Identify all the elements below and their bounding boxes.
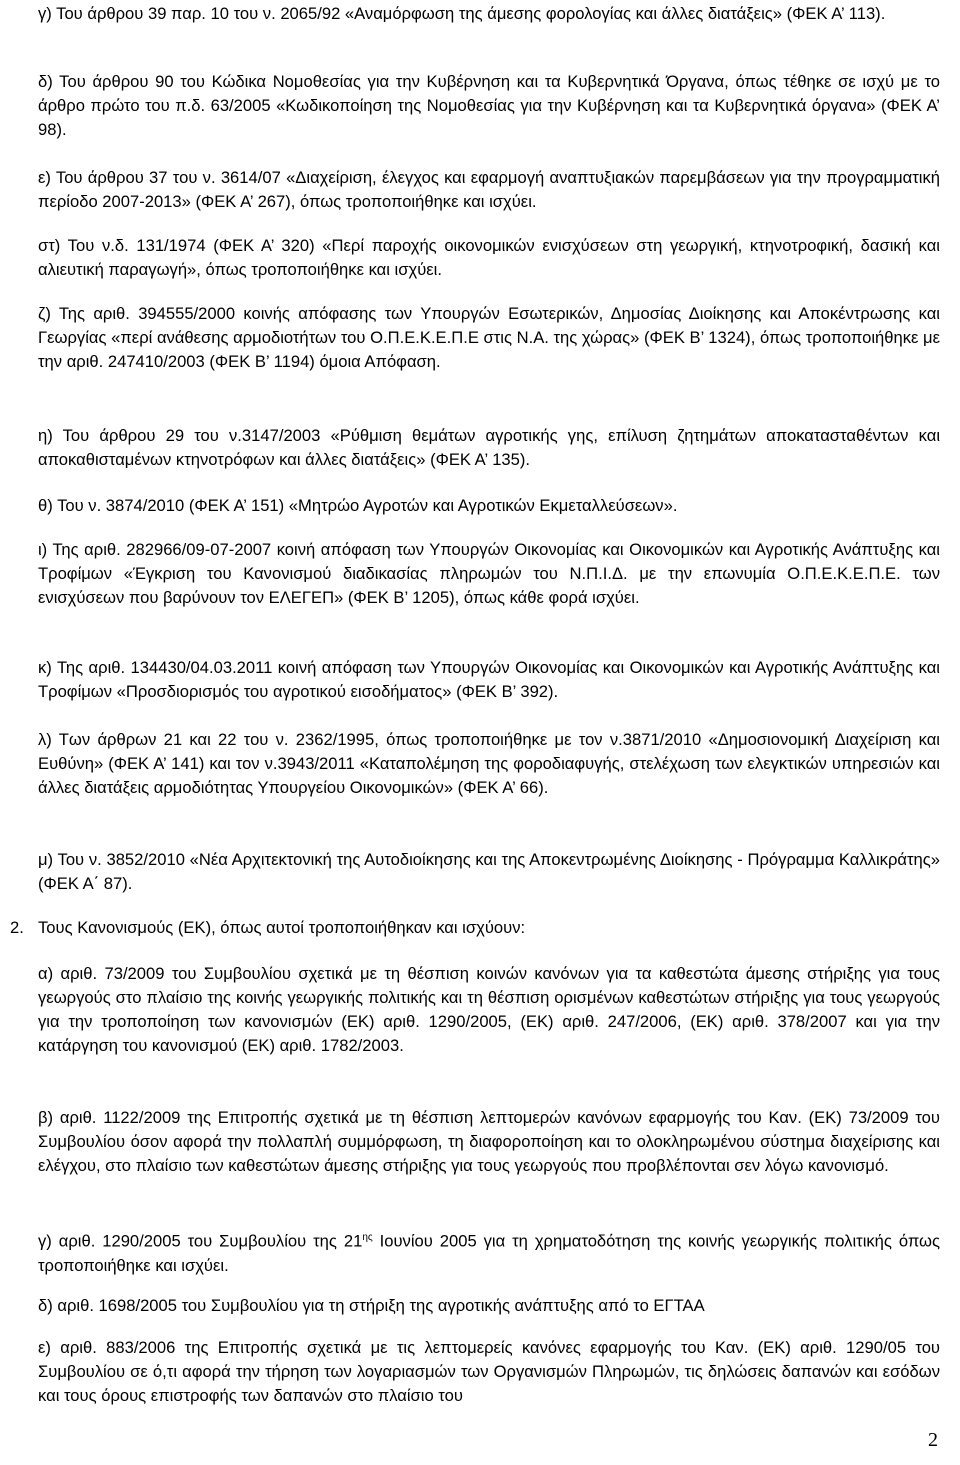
subparagraph-beta: β) αριθ. 1122/2009 της Επιτροπής σχετικά με τη θέσπιση λεπτομερών κανόνων εφαρμογής του Καν. (ΕΚ) 73/2009 του Συμβουλίου όσον αφορά την πολλαπλή συμμόρφωση, τη διαφοροποίηση και το ολοκληρωμένου σύστημα διαχείρισης και ελέγχου, στο πλαίσιο των καθεστώτων άμεσης στήριξης για τους γεωργούς που προβλέπονται σεν λόγω κανονισμό. <box>38 1108 940 1175</box>
paragraph-lambda: λ) Των άρθρων 21 και 22 του ν. 2362/1995, όπως τροποποιήθηκε με τον ν.3871/2010 «Δημοσιονομική Διαχείριση και Ευθύνη» (ΦΕΚ Α’ 141) και τον ν.3943/2011 «Καταπολέμηση της φοροδιαφυγής, στελέχωση των ελεγκτικών υπηρεσιών και άλλες διατάξεις αρμοδιότητας Υπουργείου Οικονομικών» (ΦΕΚ Α’ 66). <box>38 730 940 797</box>
paragraph-theta: θ) Του ν. 3874/2010 (ΦΕΚ Α’ 151) «Μητρώο Αγροτών και Αγροτικών Εκμεταλλεύσεων». <box>38 496 678 515</box>
paragraph-kappa: κ) Της αριθ. 134430/04.03.2011 κοινή απόφαση των Υπουργών Οικονομίας και Οικονομικών και Αγροτικής Ανάπτυξης και Τροφίμων «Προσδιορισμός του αγροτικού εισοδήματος» (ΦΕΚ Β’ 392). <box>38 658 940 701</box>
numbered-item-2 <box>10 916 940 940</box>
item-text: Τους Κανονισμούς (ΕΚ), όπως αυτοί τροποποιήθηκαν και ισχύουν: <box>38 918 526 937</box>
gamma-text-end: Ιουνίου 2005 για τη χρηματοδότηση της κοινής γεωργικής πολιτικής όπως τροποποιήθηκε και ισχύει. <box>38 1231 941 1275</box>
gamma-text-start: γ) αριθ. 1290/2005 του Συμβουλίου της 21 <box>38 1231 363 1251</box>
subparagraph-epsilon: ε) αριθ. 883/2006 της Επιτροπής σχετικά με τις λεπτομερείς κανόνες εφαρμογής του Καν. (ΕΚ) αριθ. 1290/05 του Συμβουλίου σε ό,τι αφορά την τήρηση των λογαριασμών των Οργανισμών Πληρωμών, τις δηλώσεις δαπανών και εσόδων και τους όρους επιστροφής των δαπανών στο πλαίσιο του <box>38 1338 940 1405</box>
paragraph-st: στ) Του ν.δ. 131/1974 (ΦΕΚ Α’ 320) «Περί παροχής οικονομικών ενισχύσεων στη γεωργική, κτηνοτροφική, δασική και αλιευτική παραγωγή», όπως τροποποιήθηκε και ισχύει. <box>38 236 940 279</box>
paragraph-gamma: γ) Του άρθρου 39 παρ. 10 του ν. 2065/92 «Αναμόρφωση της άμεσης φορολογίας και άλλες διατάξεις» (ΦΕΚ Α’ 113). <box>38 4 886 23</box>
paragraph-epsilon: ε) Του άρθρου 37 του ν. 3614/07 «Διαχείριση, έλεγχος και εφαρμογή αναπτυξιακών παρεμβάσεων για την προγραμματική περίοδο 2007-2013» (ΦΕΚ Α’ 267), όπως τροποποιήθηκε και ισχύει. <box>38 168 940 211</box>
page-number: 2 <box>928 1429 938 1451</box>
subparagraph-alpha: α) αριθ. 73/2009 του Συμβουλίου σχετικά με τη θέσπιση κοινών κανόνων για τα καθεστώτα άμεσης στήριξης για τους γεωργούς στο πλαίσιο της κοινής γεωργικής πολιτικής και τη θέσπιση ορισμένων καθεστώτων στήριξης για τους γεωργούς για την τροποποίηση των κανονισμών (ΕΚ) αριθ. 1290/2005, (ΕΚ) αριθ. 247/2006, (ΕΚ) αριθ. 378/2007 και για την κατάργηση του κανονισμού (ΕΚ) αριθ. 1782/2003. <box>38 964 940 1055</box>
paragraph-mu: μ) Του ν. 3852/2010 «Νέα Αρχιτεκτονική της Αυτοδιοίκησης και της Αποκεντρωμένης Διοίκησης - Πρόγραμμα Καλλικράτης» (ΦΕΚ Α΄ 87). <box>38 850 940 893</box>
paragraph-iota: ι) Της αριθ. 282966/09-07-2007 κοινή απόφαση των Υπουργών Οικονομίας και Οικονομικών και Αγροτικής Ανάπτυξης και Τροφίμων «Έγκριση του Κανονισμού διαδικασίας πληρωμών του Ν.Π.Ι.Δ. με την επωνυμία Ο.Π.Ε.Κ.Ε.Π.Ε. των ενισχύσεων που βαρύνουν τον ΕΛΕΓΕΠ» (ΦΕΚ Β’ 1205), όπως κάθε φορά ισχύει. <box>38 540 940 607</box>
paragraph-delta: δ) Του άρθρου 90 του Κώδικα Νομοθεσίας για την Κυβέρνηση και τα Κυβερνητικά Όργανα, όπως τέθηκε σε ισχύ με το άρθρο πρώτο του π.δ. 63/2005 «Κωδικοποίηση της Νομοθεσίας για την Κυβέρνηση και τα Κυβερνητικά όργανα» (ΦΕΚ Α’ 98). <box>38 72 940 139</box>
gamma-superscript: ης <box>362 1232 373 1243</box>
paragraph-zeta: ζ) Της αριθ. 394555/2000 κοινής απόφασης των Υπουργών Εσωτερικών, Δημοσίας Διοίκησης και Αποκέντρωσης και Γεωργίας «περί ανάθεσης αρμοδιοτήτων του Ο.Π.Ε.Κ.Ε.Π.Ε στις Ν.Α. της χώρας» (ΦΕΚ Β’ 1324), όπως τροποποιήθηκε με την αριθ. 247410/2003 (ΦΕΚ Β’ 1194) όμοια Απόφαση. <box>38 304 940 371</box>
item-number: 2. <box>10 918 24 937</box>
subparagraph-gamma <box>38 1226 940 1278</box>
subparagraph-delta: δ) αριθ. 1698/2005 του Συμβουλίου για τη στήριξη της αγροτικής ανάπτυξης από το ΕΓΤΑΑ <box>38 1296 705 1315</box>
paragraph-eta: η) Του άρθρου 29 του ν.3147/2003 «Ρύθμιση θεμάτων αγροτικής γης, επίλυση ζητημάτων αποκατασταθέντων και αποκαθισταμένων κτηνοτρόφων και άλλες διατάξεις» (ΦΕΚ Α’ 135). <box>38 426 940 469</box>
